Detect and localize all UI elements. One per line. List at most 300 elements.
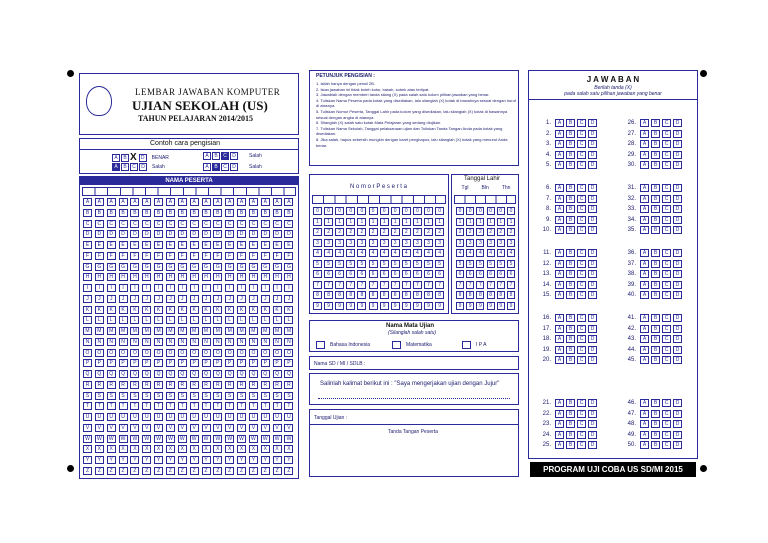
birth-date-bubble[interactable]: 1 <box>456 218 464 226</box>
participant-number-bubble[interactable]: 4 <box>402 249 411 257</box>
name-bubble[interactable]: W <box>119 435 128 443</box>
participant-number-bubble[interactable]: 8 <box>380 291 389 299</box>
participant-number-bubble[interactable]: 4 <box>346 249 355 257</box>
birth-date-bubble[interactable]: 2 <box>476 228 484 236</box>
answer-bubble[interactable]: A <box>640 410 649 418</box>
name-bubble[interactable]: E <box>284 241 293 249</box>
name-bubble[interactable]: V <box>273 424 282 432</box>
answer-bubble[interactable]: B <box>651 346 660 354</box>
birth-date-bubble[interactable]: 0 <box>487 207 495 215</box>
participant-number-bubble[interactable]: 7 <box>313 281 322 289</box>
name-bubble[interactable]: T <box>178 402 187 410</box>
participant-number-bubble[interactable]: 7 <box>391 281 400 289</box>
name-bubble[interactable]: T <box>166 402 175 410</box>
answer-bubble[interactable]: D <box>588 314 597 322</box>
answer-bubble[interactable]: A <box>640 431 649 439</box>
name-bubble[interactable]: R <box>261 381 270 389</box>
answer-bubble[interactable]: A <box>640 140 649 148</box>
participant-number-bubble[interactable]: 3 <box>335 239 344 247</box>
name-bubble[interactable]: R <box>130 381 139 389</box>
name-bubble[interactable]: Q <box>237 370 246 378</box>
name-bubble[interactable]: X <box>154 445 163 453</box>
answer-bubble[interactable]: A <box>640 151 649 159</box>
name-bubble[interactable]: S <box>142 392 151 400</box>
answer-bubble[interactable]: B <box>651 270 660 278</box>
answer-bubble[interactable]: B <box>651 226 660 234</box>
name-bubble[interactable]: Y <box>213 456 222 464</box>
name-bubble[interactable]: O <box>119 349 128 357</box>
answer-bubble[interactable]: A <box>640 270 649 278</box>
participant-number-bubble[interactable]: 9 <box>369 302 378 310</box>
name-bubble[interactable]: M <box>130 327 139 335</box>
answer-bubble[interactable]: D <box>673 130 682 138</box>
answer-bubble[interactable]: B <box>651 410 660 418</box>
name-bubble[interactable]: M <box>119 327 128 335</box>
answer-bubble[interactable]: B <box>566 314 575 322</box>
name-bubble[interactable]: E <box>261 241 270 249</box>
name-bubble[interactable]: T <box>213 402 222 410</box>
name-bubble[interactable]: G <box>284 263 293 271</box>
name-bubble[interactable]: R <box>225 381 234 389</box>
answer-bubble[interactable]: C <box>662 270 671 278</box>
name-bubble[interactable]: G <box>225 263 234 271</box>
participant-number-bubble[interactable]: 2 <box>313 228 322 236</box>
name-bubble[interactable]: X <box>130 445 139 453</box>
name-bubble[interactable]: R <box>166 381 175 389</box>
answer-bubble[interactable]: D <box>588 161 597 169</box>
answer-bubble[interactable]: B <box>566 356 575 364</box>
answer-bubble[interactable]: D <box>673 346 682 354</box>
participant-number-bubble[interactable]: 4 <box>324 249 333 257</box>
name-bubble[interactable]: S <box>225 392 234 400</box>
name-bubble[interactable]: F <box>284 252 293 260</box>
answer-bubble[interactable]: B <box>566 119 575 127</box>
name-bubble[interactable]: E <box>249 241 258 249</box>
answer-bubble[interactable]: C <box>577 325 586 333</box>
name-bubble[interactable]: S <box>107 392 116 400</box>
name-bubble[interactable]: K <box>225 306 234 314</box>
name-bubble[interactable]: V <box>202 424 211 432</box>
birth-date-bubble[interactable]: 4 <box>476 249 484 257</box>
answer-bubble[interactable]: D <box>588 151 597 159</box>
answer-bubble[interactable]: B <box>566 195 575 203</box>
name-bubble[interactable]: G <box>95 263 104 271</box>
name-bubble[interactable]: Z <box>213 467 222 475</box>
name-bubble[interactable]: H <box>154 273 163 281</box>
name-bubble[interactable]: P <box>166 359 175 367</box>
name-bubble[interactable]: Z <box>261 467 270 475</box>
name-bubble[interactable]: P <box>119 359 128 367</box>
name-bubble[interactable]: P <box>190 359 199 367</box>
participant-number-bubble[interactable]: 6 <box>324 270 333 278</box>
name-bubble[interactable]: T <box>249 402 258 410</box>
participant-number-bubble[interactable]: 1 <box>357 218 366 226</box>
participant-number-bubble[interactable]: 7 <box>424 281 433 289</box>
name-bubble[interactable]: D <box>237 230 246 238</box>
answer-bubble[interactable]: D <box>673 291 682 299</box>
answer-bubble[interactable]: B <box>651 431 660 439</box>
answer-bubble[interactable]: A <box>640 249 649 257</box>
participant-number-bubble[interactable]: 2 <box>424 228 433 236</box>
name-bubble[interactable]: I <box>130 284 139 292</box>
answer-bubble[interactable]: A <box>640 314 649 322</box>
name-bubble[interactable]: D <box>249 230 258 238</box>
answer-bubble[interactable]: A <box>555 335 564 343</box>
participant-number-bubble[interactable]: 5 <box>346 260 355 268</box>
name-bubble[interactable]: P <box>237 359 246 367</box>
name-bubble[interactable]: W <box>154 435 163 443</box>
answer-bubble[interactable]: A <box>640 420 649 428</box>
name-bubble[interactable]: R <box>142 381 151 389</box>
name-bubble[interactable]: B <box>273 209 282 217</box>
answer-bubble[interactable]: C <box>577 314 586 322</box>
name-bubble[interactable]: A <box>178 198 187 206</box>
participant-number-bubble[interactable]: 3 <box>424 239 433 247</box>
birth-date-bubble[interactable]: 3 <box>476 239 484 247</box>
name-bubble[interactable]: V <box>130 424 139 432</box>
name-bubble[interactable]: M <box>178 327 187 335</box>
participant-number-bubble[interactable]: 8 <box>391 291 400 299</box>
name-bubble[interactable]: A <box>273 198 282 206</box>
answer-bubble[interactable]: B <box>566 346 575 354</box>
participant-number-bubble-grid[interactable] <box>313 207 448 312</box>
answer-bubble[interactable]: C <box>577 195 586 203</box>
name-bubble[interactable]: K <box>249 306 258 314</box>
name-bubble[interactable]: N <box>202 338 211 346</box>
name-bubble[interactable]: K <box>95 306 104 314</box>
name-bubble[interactable]: G <box>273 263 282 271</box>
name-bubble[interactable]: P <box>142 359 151 367</box>
name-bubble[interactable]: K <box>107 306 116 314</box>
answer-bubble[interactable]: B <box>651 314 660 322</box>
name-bubble[interactable]: Z <box>142 467 151 475</box>
name-bubble[interactable]: O <box>142 349 151 357</box>
name-bubble[interactable]: U <box>284 413 293 421</box>
name-bubble[interactable]: N <box>107 338 116 346</box>
answer-bubble[interactable]: B <box>651 325 660 333</box>
name-bubble[interactable]: P <box>107 359 116 367</box>
participant-number-bubble[interactable]: 1 <box>324 218 333 226</box>
name-bubble[interactable]: U <box>119 413 128 421</box>
name-bubble[interactable]: E <box>237 241 246 249</box>
participant-number-bubble[interactable]: 3 <box>346 239 355 247</box>
name-bubble[interactable]: C <box>142 220 151 228</box>
name-bubble[interactable]: D <box>213 230 222 238</box>
answer-bubble[interactable]: B <box>566 130 575 138</box>
answer-bubble[interactable]: A <box>555 270 564 278</box>
name-bubble[interactable]: L <box>107 316 116 324</box>
participant-number-bubble[interactable]: 3 <box>380 239 389 247</box>
name-bubble[interactable]: N <box>119 338 128 346</box>
name-bubble[interactable]: T <box>95 402 104 410</box>
answer-bubble[interactable]: B <box>651 335 660 343</box>
name-bubble[interactable]: B <box>202 209 211 217</box>
answer-bubble[interactable]: B <box>651 420 660 428</box>
name-bubble[interactable]: P <box>261 359 270 367</box>
name-bubble[interactable]: E <box>119 241 128 249</box>
name-bubble[interactable]: V <box>284 424 293 432</box>
birth-date-bubble[interactable]: 0 <box>466 207 474 215</box>
answer-bubble[interactable]: A <box>555 346 564 354</box>
name-bubble[interactable]: X <box>190 445 199 453</box>
participant-number-bubble[interactable]: 6 <box>424 270 433 278</box>
answer-bubble[interactable]: B <box>651 130 660 138</box>
name-bubble[interactable]: K <box>119 306 128 314</box>
answer-bubble[interactable]: D <box>673 314 682 322</box>
name-bubble[interactable]: S <box>178 392 187 400</box>
participant-number-bubble[interactable]: 1 <box>335 218 344 226</box>
name-bubble[interactable]: U <box>142 413 151 421</box>
participant-number-bubble[interactable]: 4 <box>357 249 366 257</box>
answer-bubble[interactable]: D <box>673 335 682 343</box>
name-bubble[interactable]: L <box>83 316 92 324</box>
name-bubble[interactable]: G <box>261 263 270 271</box>
name-bubble[interactable]: R <box>284 381 293 389</box>
name-bubble[interactable]: Q <box>142 370 151 378</box>
name-bubble[interactable]: F <box>225 252 234 260</box>
name-bubble[interactable]: H <box>225 273 234 281</box>
answer-bubble[interactable]: A <box>555 119 564 127</box>
name-bubble[interactable]: T <box>190 402 199 410</box>
name-bubble[interactable]: G <box>130 263 139 271</box>
name-bubble[interactable]: T <box>83 402 92 410</box>
name-bubble[interactable]: Q <box>284 370 293 378</box>
participant-number-bubble[interactable]: 9 <box>313 302 322 310</box>
answer-bubble[interactable]: D <box>673 325 682 333</box>
name-bubble[interactable]: C <box>202 220 211 228</box>
answer-bubble[interactable]: A <box>640 161 649 169</box>
name-bubble[interactable]: R <box>249 381 258 389</box>
participant-number-bubble[interactable]: 2 <box>413 228 422 236</box>
name-bubble[interactable]: A <box>249 198 258 206</box>
answer-bubble[interactable]: D <box>588 260 597 268</box>
answer-bubble[interactable]: C <box>577 151 586 159</box>
name-bubble[interactable]: P <box>130 359 139 367</box>
name-bubble[interactable]: P <box>202 359 211 367</box>
name-bubble[interactable]: Q <box>225 370 234 378</box>
name-bubble[interactable]: Y <box>95 456 104 464</box>
participant-number-bubble[interactable]: 1 <box>391 218 400 226</box>
name-bubble[interactable]: D <box>225 230 234 238</box>
name-bubble[interactable]: O <box>273 349 282 357</box>
name-bubble[interactable]: Z <box>190 467 199 475</box>
name-bubble[interactable]: J <box>273 295 282 303</box>
answer-bubble[interactable]: C <box>662 119 671 127</box>
name-bubble[interactable]: D <box>142 230 151 238</box>
answer-bubble[interactable]: B <box>651 356 660 364</box>
name-bubble[interactable]: L <box>142 316 151 324</box>
answer-bubble[interactable]: D <box>588 270 597 278</box>
name-bubble[interactable]: I <box>249 284 258 292</box>
name-bubble[interactable]: Z <box>107 467 116 475</box>
name-bubble[interactable]: S <box>261 392 270 400</box>
answer-bubble[interactable]: B <box>651 205 660 213</box>
answer-bubble[interactable]: A <box>640 119 649 127</box>
name-bubble[interactable]: E <box>130 241 139 249</box>
answer-bubble[interactable]: B <box>566 420 575 428</box>
answer-bubble[interactable]: C <box>577 356 586 364</box>
name-bubble[interactable]: U <box>273 413 282 421</box>
answer-bubble[interactable]: B <box>651 216 660 224</box>
name-bubble[interactable]: P <box>249 359 258 367</box>
participant-number-bubble[interactable]: 0 <box>402 207 411 215</box>
name-bubble[interactable]: Y <box>249 456 258 464</box>
name-bubble[interactable]: H <box>202 273 211 281</box>
name-bubble[interactable]: Q <box>273 370 282 378</box>
participant-number-bubble[interactable]: 0 <box>424 207 433 215</box>
name-bubble[interactable]: A <box>261 198 270 206</box>
birth-date-bubble[interactable]: 8 <box>507 291 515 299</box>
answer-bubble[interactable]: B <box>566 270 575 278</box>
birth-date-bubble[interactable]: 6 <box>487 270 495 278</box>
name-bubble[interactable]: C <box>237 220 246 228</box>
answer-bubble[interactable]: B <box>651 151 660 159</box>
participant-number-bubble[interactable]: 3 <box>435 239 444 247</box>
name-bubble[interactable]: T <box>130 402 139 410</box>
answer-bubble[interactable]: A <box>640 346 649 354</box>
answer-bubble[interactable]: C <box>662 410 671 418</box>
name-bubble[interactable]: L <box>284 316 293 324</box>
name-bubble[interactable]: H <box>178 273 187 281</box>
name-bubble[interactable]: V <box>166 424 175 432</box>
name-bubble[interactable]: B <box>261 209 270 217</box>
name-bubble[interactable]: J <box>130 295 139 303</box>
birth-date-bubble[interactable]: 3 <box>466 239 474 247</box>
birth-date-bubble[interactable]: 7 <box>466 281 474 289</box>
name-bubble[interactable]: K <box>284 306 293 314</box>
answer-bubble[interactable]: A <box>555 420 564 428</box>
answer-bubble[interactable]: C <box>662 205 671 213</box>
answer-bubble[interactable]: B <box>651 260 660 268</box>
participant-number-bubble[interactable]: 8 <box>413 291 422 299</box>
name-bubble[interactable]: L <box>261 316 270 324</box>
birth-date-bubble[interactable]: 5 <box>466 260 474 268</box>
name-bubble[interactable]: Z <box>154 467 163 475</box>
name-bubble[interactable]: U <box>190 413 199 421</box>
name-bubble[interactable]: P <box>154 359 163 367</box>
name-bubble[interactable]: V <box>95 424 104 432</box>
name-write-row[interactable] <box>82 187 296 196</box>
name-bubble[interactable]: S <box>154 392 163 400</box>
name-bubble[interactable]: D <box>202 230 211 238</box>
name-bubble[interactable]: R <box>237 381 246 389</box>
name-bubble[interactable]: K <box>273 306 282 314</box>
name-bubble[interactable]: I <box>261 284 270 292</box>
name-bubble[interactable]: J <box>154 295 163 303</box>
answer-bubble[interactable]: A <box>555 399 564 407</box>
answer-bubble[interactable]: D <box>588 356 597 364</box>
answer-bubble[interactable]: B <box>566 161 575 169</box>
name-bubble[interactable]: B <box>237 209 246 217</box>
name-bubble[interactable]: Z <box>95 467 104 475</box>
name-bubble[interactable]: O <box>83 349 92 357</box>
answer-bubble[interactable]: D <box>673 226 682 234</box>
answer-bubble[interactable]: C <box>662 151 671 159</box>
name-bubble[interactable]: J <box>83 295 92 303</box>
name-bubble[interactable]: Y <box>178 456 187 464</box>
participant-number-bubble[interactable]: 2 <box>346 228 355 236</box>
name-bubble[interactable]: D <box>190 230 199 238</box>
name-bubble[interactable]: V <box>249 424 258 432</box>
name-bubble[interactable]: N <box>83 338 92 346</box>
name-bubble[interactable]: B <box>119 209 128 217</box>
participant-number-bubble[interactable]: 0 <box>324 207 333 215</box>
participant-number-bubble[interactable]: 8 <box>369 291 378 299</box>
answer-bubble[interactable]: C <box>662 399 671 407</box>
name-bubble[interactable]: Z <box>284 467 293 475</box>
participant-number-bubble[interactable]: 7 <box>402 281 411 289</box>
birth-date-bubble[interactable]: 9 <box>456 302 464 310</box>
name-bubble[interactable]: A <box>83 198 92 206</box>
answer-bubble[interactable]: B <box>566 325 575 333</box>
name-bubble[interactable]: W <box>284 435 293 443</box>
answer-bubble[interactable]: D <box>673 410 682 418</box>
name-bubble[interactable]: C <box>284 220 293 228</box>
name-bubble[interactable]: G <box>249 263 258 271</box>
name-bubble[interactable]: Q <box>119 370 128 378</box>
name-bubble[interactable]: A <box>107 198 116 206</box>
name-bubble[interactable]: Z <box>225 467 234 475</box>
answer-bubble[interactable]: C <box>662 281 671 289</box>
answer-bubble[interactable]: D <box>588 195 597 203</box>
answer-bubble[interactable]: D <box>673 260 682 268</box>
name-bubble[interactable]: F <box>190 252 199 260</box>
name-bubble[interactable]: I <box>95 284 104 292</box>
answer-bubble[interactable]: C <box>577 161 586 169</box>
answer-bubble[interactable]: A <box>555 216 564 224</box>
name-bubble[interactable]: N <box>261 338 270 346</box>
participant-number-bubble[interactable]: 0 <box>335 207 344 215</box>
birth-date-bubble[interactable]: 6 <box>476 270 484 278</box>
name-bubble[interactable]: N <box>249 338 258 346</box>
answer-bubble[interactable]: D <box>673 184 682 192</box>
name-bubble[interactable]: I <box>202 284 211 292</box>
name-bubble[interactable]: U <box>237 413 246 421</box>
answer-bubble[interactable]: A <box>555 431 564 439</box>
birth-date-bubble[interactable]: 1 <box>497 218 505 226</box>
name-bubble[interactable]: B <box>178 209 187 217</box>
name-bubble[interactable]: F <box>178 252 187 260</box>
name-bubble[interactable]: D <box>166 230 175 238</box>
name-bubble[interactable]: Y <box>119 456 128 464</box>
participant-number-bubble[interactable]: 5 <box>435 260 444 268</box>
birth-date-bubble[interactable]: 4 <box>497 249 505 257</box>
answer-bubble[interactable]: A <box>555 161 564 169</box>
answer-bubble[interactable]: A <box>555 184 564 192</box>
participant-number-bubble[interactable]: 2 <box>402 228 411 236</box>
answer-bubble[interactable]: A <box>640 184 649 192</box>
answer-bubble[interactable]: D <box>673 281 682 289</box>
name-bubble[interactable]: X <box>178 445 187 453</box>
name-bubble[interactable]: B <box>83 209 92 217</box>
answer-bubble[interactable]: D <box>673 195 682 203</box>
name-bubble[interactable]: I <box>166 284 175 292</box>
name-bubble[interactable]: Z <box>166 467 175 475</box>
answer-bubble[interactable]: A <box>555 151 564 159</box>
name-bubble[interactable]: B <box>284 209 293 217</box>
name-bubble[interactable]: R <box>95 381 104 389</box>
birth-date-bubble[interactable]: 1 <box>476 218 484 226</box>
participant-number-bubble[interactable]: 6 <box>402 270 411 278</box>
answer-bubble[interactable]: D <box>588 346 597 354</box>
name-bubble[interactable]: P <box>83 359 92 367</box>
birth-date-bubble[interactable]: 3 <box>497 239 505 247</box>
name-bubble[interactable]: X <box>213 445 222 453</box>
answer-bubble[interactable]: A <box>555 130 564 138</box>
name-bubble[interactable]: S <box>190 392 199 400</box>
answer-bubble[interactable]: C <box>662 140 671 148</box>
name-bubble[interactable]: C <box>225 220 234 228</box>
